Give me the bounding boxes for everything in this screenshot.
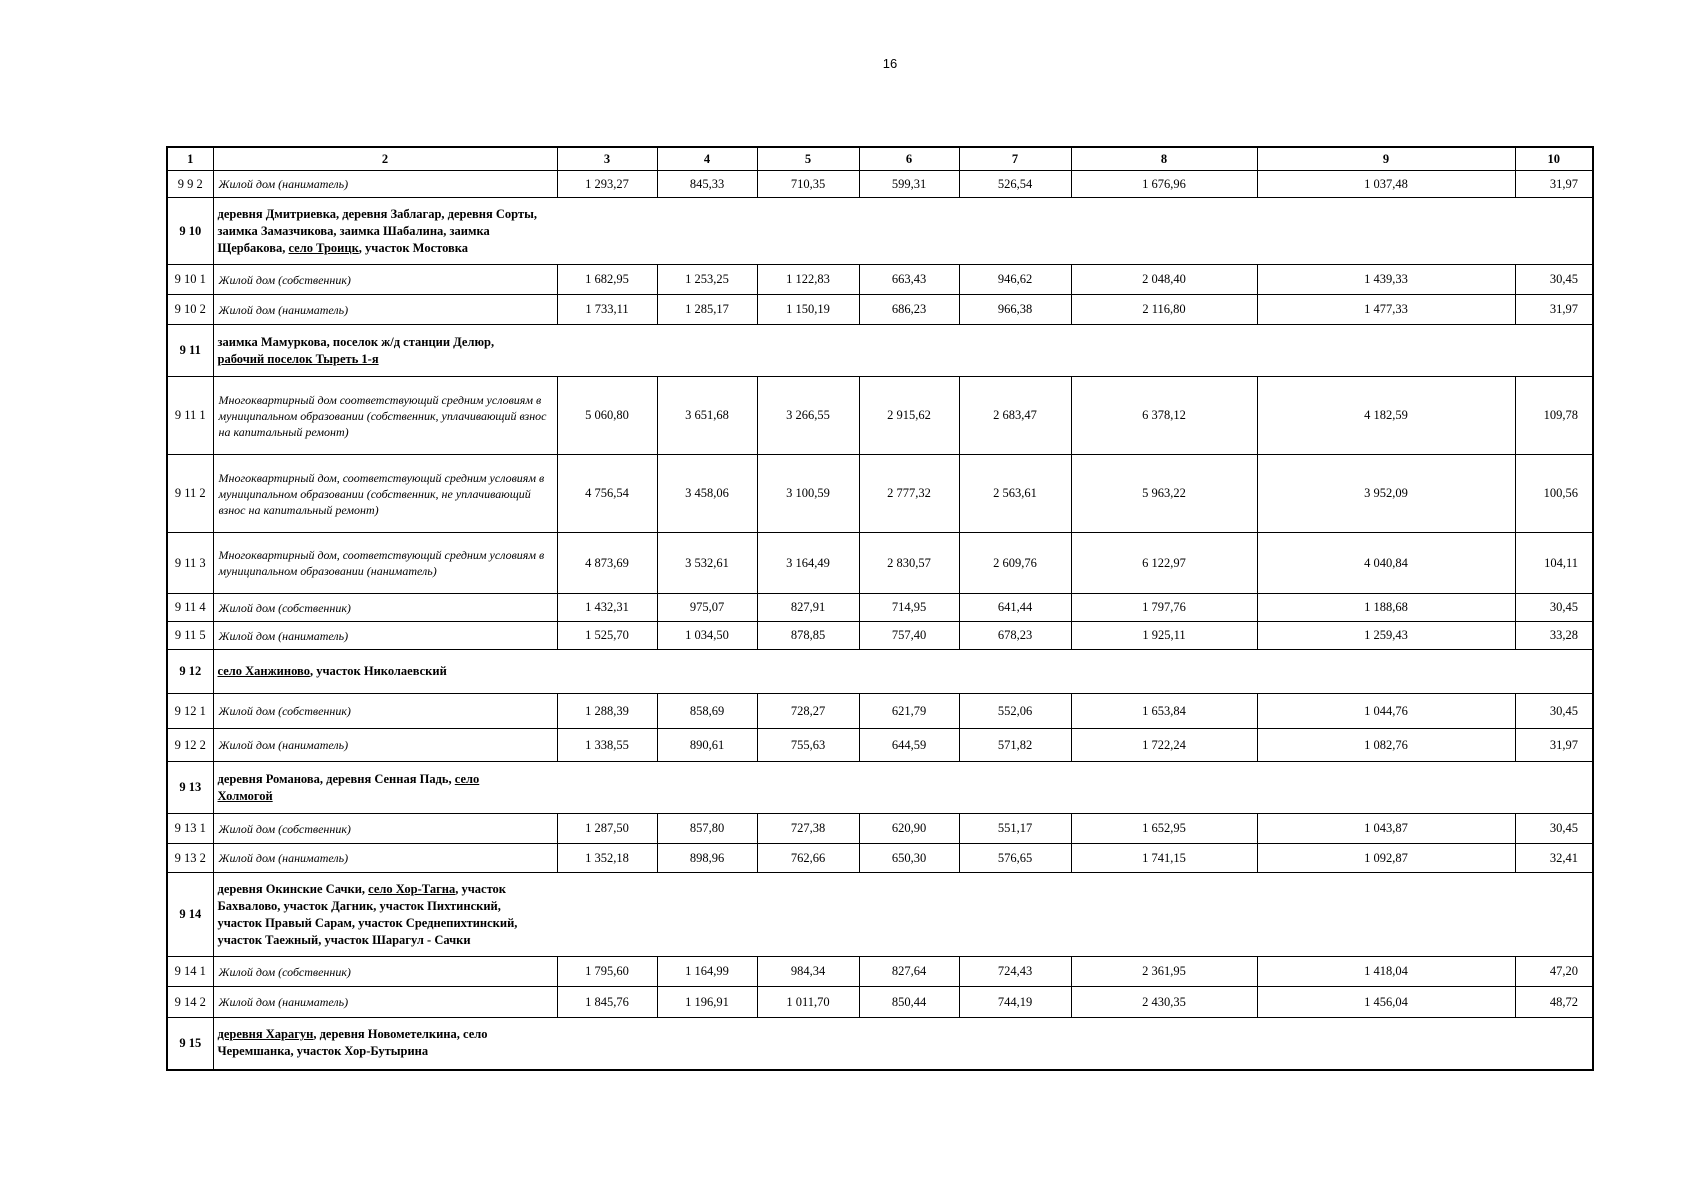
table-row (167, 594, 1593, 622)
value-cell: 31,97 (1515, 171, 1593, 198)
section-row (167, 650, 1593, 694)
header-cell: 9 (1257, 147, 1515, 171)
row-number: 9 13 1 (167, 814, 213, 844)
value-cell: 946,62 (959, 265, 1071, 295)
page-number: 16 (882, 56, 898, 71)
section-title (213, 198, 1593, 265)
value-cell: 2 777,32 (859, 455, 959, 533)
housing-type: Многоквартирный дом, соответствующий средним условиям в муниципальном образовании (наниматель) (213, 533, 557, 594)
value-cell: 3 100,59 (757, 455, 859, 533)
value-cell: 1 352,18 (557, 844, 657, 873)
housing-type: Многоквартирный дом, соответствующий средним условиям в муниципальном образовании (собственник, не уплачивающий взнос на капитальный ремонт) (213, 455, 557, 533)
value-cell: 2 430,35 (1071, 987, 1257, 1018)
section-title (213, 762, 1593, 814)
header-cell: 6 (859, 147, 959, 171)
value-cell: 728,27 (757, 694, 859, 729)
value-cell: 1 034,50 (657, 622, 757, 650)
value-cell: 1 845,76 (557, 987, 657, 1018)
housing-type: Жилой дом (наниматель) (213, 844, 557, 873)
section-text-part: , деревня Новометелкина, село Черемшанка, участок Хор-Бутырина (217, 1027, 488, 1059)
row-number: 9 12 1 (167, 694, 213, 729)
housing-type: Жилой дом (собственник) (213, 814, 557, 844)
value-cell: 576,65 (959, 844, 1071, 873)
value-cell: 1 525,70 (557, 622, 657, 650)
value-cell: 650,30 (859, 844, 959, 873)
housing-type: Жилой дом (наниматель) (213, 295, 557, 325)
value-cell: 1 338,55 (557, 729, 657, 762)
value-cell: 755,63 (757, 729, 859, 762)
table-row (167, 295, 1593, 325)
row-number: 9 12 2 (167, 729, 213, 762)
value-cell: 827,91 (757, 594, 859, 622)
row-number: 9 10 2 (167, 295, 213, 325)
housing-type: Жилой дом (собственник) (213, 957, 557, 987)
row-number: 9 14 1 (167, 957, 213, 987)
table-row (167, 694, 1593, 729)
section-text-part: заимка Мамуркова, поселок ж/д станции Делюр, (217, 334, 495, 349)
settlement-link-text: село Троицк (288, 240, 359, 255)
value-cell: 1 188,68 (1257, 594, 1515, 622)
value-cell: 4 756,54 (557, 455, 657, 533)
value-cell: 1 122,83 (757, 265, 859, 295)
value-cell: 757,40 (859, 622, 959, 650)
header-cell: 2 (213, 147, 557, 171)
housing-type: Многоквартирный дом соответствующий средним условиям в муниципальном образовании (собственник, уплачивающий взнос на капитальный ремонт) (213, 377, 557, 455)
value-cell: 1 477,33 (1257, 295, 1515, 325)
value-cell: 727,38 (757, 814, 859, 844)
table-row (167, 171, 1593, 198)
value-cell: 551,17 (959, 814, 1071, 844)
tariff-table (166, 146, 1594, 1071)
housing-type: Жилой дом (наниматель) (213, 622, 557, 650)
row-number: 9 11 1 (167, 377, 213, 455)
section-title (213, 325, 1593, 377)
value-cell: 1 285,17 (657, 295, 757, 325)
value-cell: 5 060,80 (557, 377, 657, 455)
row-number: 9 11 5 (167, 622, 213, 650)
value-cell: 1 925,11 (1071, 622, 1257, 650)
value-cell: 2 830,57 (859, 533, 959, 594)
header-cell: 4 (657, 147, 757, 171)
value-cell: 621,79 (859, 694, 959, 729)
value-cell: 1 439,33 (1257, 265, 1515, 295)
value-cell: 1 044,76 (1257, 694, 1515, 729)
value-cell: 4 040,84 (1257, 533, 1515, 594)
value-cell: 571,82 (959, 729, 1071, 762)
value-cell: 526,54 (959, 171, 1071, 198)
housing-type: Жилой дом (наниматель) (213, 729, 557, 762)
value-cell: 104,11 (1515, 533, 1593, 594)
value-cell: 762,66 (757, 844, 859, 873)
value-cell: 2 361,95 (1071, 957, 1257, 987)
section-text-part: , участок Бахвалово, участок Дагник, участок Пихтинский, участок Правый Сарам, участок Среднепихтинский, участок Таежный, участок Шарагул - Сачки (217, 881, 518, 947)
value-cell: 890,61 (657, 729, 757, 762)
table-row (167, 957, 1593, 987)
row-number: 9 14 2 (167, 987, 213, 1018)
value-cell: 47,20 (1515, 957, 1593, 987)
value-cell: 48,72 (1515, 987, 1593, 1018)
value-cell: 552,06 (959, 694, 1071, 729)
housing-type: Жилой дом (собственник) (213, 694, 557, 729)
section-text-part: деревня Романова, деревня Сенная Падь, (217, 771, 455, 786)
table-row (167, 265, 1593, 295)
row-number: 9 10 (167, 198, 213, 265)
section-text-part: , участок Мостовка (358, 240, 469, 255)
value-cell: 3 458,06 (657, 455, 757, 533)
value-cell: 1 418,04 (1257, 957, 1515, 987)
value-cell: 3 266,55 (757, 377, 859, 455)
table-row (167, 729, 1593, 762)
value-cell: 2 915,62 (859, 377, 959, 455)
value-cell: 109,78 (1515, 377, 1593, 455)
value-cell: 32,41 (1515, 844, 1593, 873)
header-cell: 8 (1071, 147, 1257, 171)
value-cell: 678,23 (959, 622, 1071, 650)
value-cell: 1 037,48 (1257, 171, 1515, 198)
value-cell: 3 164,49 (757, 533, 859, 594)
header-cell: 10 (1515, 147, 1593, 171)
value-cell: 1 011,70 (757, 987, 859, 1018)
value-cell: 1 797,76 (1071, 594, 1257, 622)
value-cell: 1 259,43 (1257, 622, 1515, 650)
value-cell: 2 609,76 (959, 533, 1071, 594)
value-cell: 857,80 (657, 814, 757, 844)
value-cell: 1 432,31 (557, 594, 657, 622)
value-cell: 4 873,69 (557, 533, 657, 594)
value-cell: 5 963,22 (1071, 455, 1257, 533)
value-cell: 1 676,96 (1071, 171, 1257, 198)
value-cell: 2 048,40 (1071, 265, 1257, 295)
value-cell: 898,96 (657, 844, 757, 873)
table-body (167, 147, 1593, 1070)
value-cell: 1 092,87 (1257, 844, 1515, 873)
value-cell: 30,45 (1515, 594, 1593, 622)
value-cell: 1 722,24 (1071, 729, 1257, 762)
value-cell: 975,07 (657, 594, 757, 622)
value-cell: 827,64 (859, 957, 959, 987)
value-cell: 710,35 (757, 171, 859, 198)
value-cell: 1 653,84 (1071, 694, 1257, 729)
value-cell: 1 293,27 (557, 171, 657, 198)
value-cell: 878,85 (757, 622, 859, 650)
value-cell: 1 150,19 (757, 295, 859, 325)
value-cell: 744,19 (959, 987, 1071, 1018)
value-cell: 1 733,11 (557, 295, 657, 325)
settlement-link-text: рабочий поселок Тыреть 1-я (217, 351, 379, 366)
value-cell: 1 164,99 (657, 957, 757, 987)
header-row (167, 147, 1593, 171)
table-row (167, 377, 1593, 455)
section-row (167, 198, 1593, 265)
value-cell: 1 652,95 (1071, 814, 1257, 844)
value-cell: 1 082,76 (1257, 729, 1515, 762)
housing-type: Жилой дом (наниматель) (213, 987, 557, 1018)
value-cell: 6 378,12 (1071, 377, 1257, 455)
row-number: 9 11 4 (167, 594, 213, 622)
header-cell: 5 (757, 147, 859, 171)
value-cell: 714,95 (859, 594, 959, 622)
value-cell: 100,56 (1515, 455, 1593, 533)
value-cell: 1 287,50 (557, 814, 657, 844)
value-cell: 1 253,25 (657, 265, 757, 295)
section-row (167, 325, 1593, 377)
value-cell: 1 456,04 (1257, 987, 1515, 1018)
value-cell: 1 196,91 (657, 987, 757, 1018)
settlement-link-text: село Ханжиново (217, 664, 310, 678)
section-row (167, 873, 1593, 957)
table-row (167, 533, 1593, 594)
section-title (213, 650, 1593, 694)
table-row (167, 622, 1593, 650)
value-cell: 599,31 (859, 171, 959, 198)
value-cell: 644,59 (859, 729, 959, 762)
value-cell: 966,38 (959, 295, 1071, 325)
value-cell: 33,28 (1515, 622, 1593, 650)
value-cell: 850,44 (859, 987, 959, 1018)
value-cell: 3 952,09 (1257, 455, 1515, 533)
header-cell: 3 (557, 147, 657, 171)
value-cell: 1 043,87 (1257, 814, 1515, 844)
value-cell: 724,43 (959, 957, 1071, 987)
settlement-link-text: село Холмогой (217, 771, 480, 803)
row-number: 9 13 2 (167, 844, 213, 873)
row-number: 9 11 3 (167, 533, 213, 594)
value-cell: 2 563,61 (959, 455, 1071, 533)
value-cell: 3 532,61 (657, 533, 757, 594)
table-row (167, 987, 1593, 1018)
value-cell: 3 651,68 (657, 377, 757, 455)
value-cell: 30,45 (1515, 694, 1593, 729)
row-number: 9 12 (167, 650, 213, 694)
value-cell: 30,45 (1515, 814, 1593, 844)
table-row (167, 814, 1593, 844)
value-cell: 2 683,47 (959, 377, 1071, 455)
value-cell: 620,90 (859, 814, 959, 844)
row-number: 9 11 (167, 325, 213, 377)
section-row (167, 1018, 1593, 1070)
value-cell: 1 795,60 (557, 957, 657, 987)
value-cell: 984,34 (757, 957, 859, 987)
value-cell: 858,69 (657, 694, 757, 729)
row-number: 9 9 2 (167, 171, 213, 198)
section-text-part: деревня Окинские Сачки, (217, 881, 369, 896)
value-cell: 1 288,39 (557, 694, 657, 729)
housing-type: Жилой дом (собственник) (213, 265, 557, 295)
section-text-part: деревня Дмитриевка, деревня Заблагар, деревня Сорты, заимка Замазчикова, заимка Шабалина, заимка Щербакова, (217, 206, 537, 255)
section-text-part: , участок Николаевский (309, 664, 447, 678)
value-cell: 31,97 (1515, 729, 1593, 762)
value-cell: 1 682,95 (557, 265, 657, 295)
settlement-link-text: село Хор-Тагна (368, 881, 456, 896)
housing-type: Жилой дом (собственник) (213, 594, 557, 622)
table-row (167, 844, 1593, 873)
value-cell: 663,43 (859, 265, 959, 295)
row-number: 9 14 (167, 873, 213, 957)
value-cell: 686,23 (859, 295, 959, 325)
value-cell: 4 182,59 (1257, 377, 1515, 455)
settlement-link-text: деревня Харагун (217, 1027, 314, 1042)
value-cell: 30,45 (1515, 265, 1593, 295)
table-row (167, 455, 1593, 533)
value-cell: 1 741,15 (1071, 844, 1257, 873)
value-cell: 6 122,97 (1071, 533, 1257, 594)
row-number: 9 13 (167, 762, 213, 814)
row-number: 9 15 (167, 1018, 213, 1070)
value-cell: 641,44 (959, 594, 1071, 622)
section-title (213, 1018, 1593, 1070)
section-title (213, 873, 1593, 957)
value-cell: 845,33 (657, 171, 757, 198)
section-row (167, 762, 1593, 814)
row-number: 9 11 2 (167, 455, 213, 533)
value-cell: 31,97 (1515, 295, 1593, 325)
header-cell: 7 (959, 147, 1071, 171)
header-cell: 1 (167, 147, 213, 171)
value-cell: 2 116,80 (1071, 295, 1257, 325)
row-number: 9 10 1 (167, 265, 213, 295)
housing-type: Жилой дом (наниматель) (213, 171, 557, 198)
